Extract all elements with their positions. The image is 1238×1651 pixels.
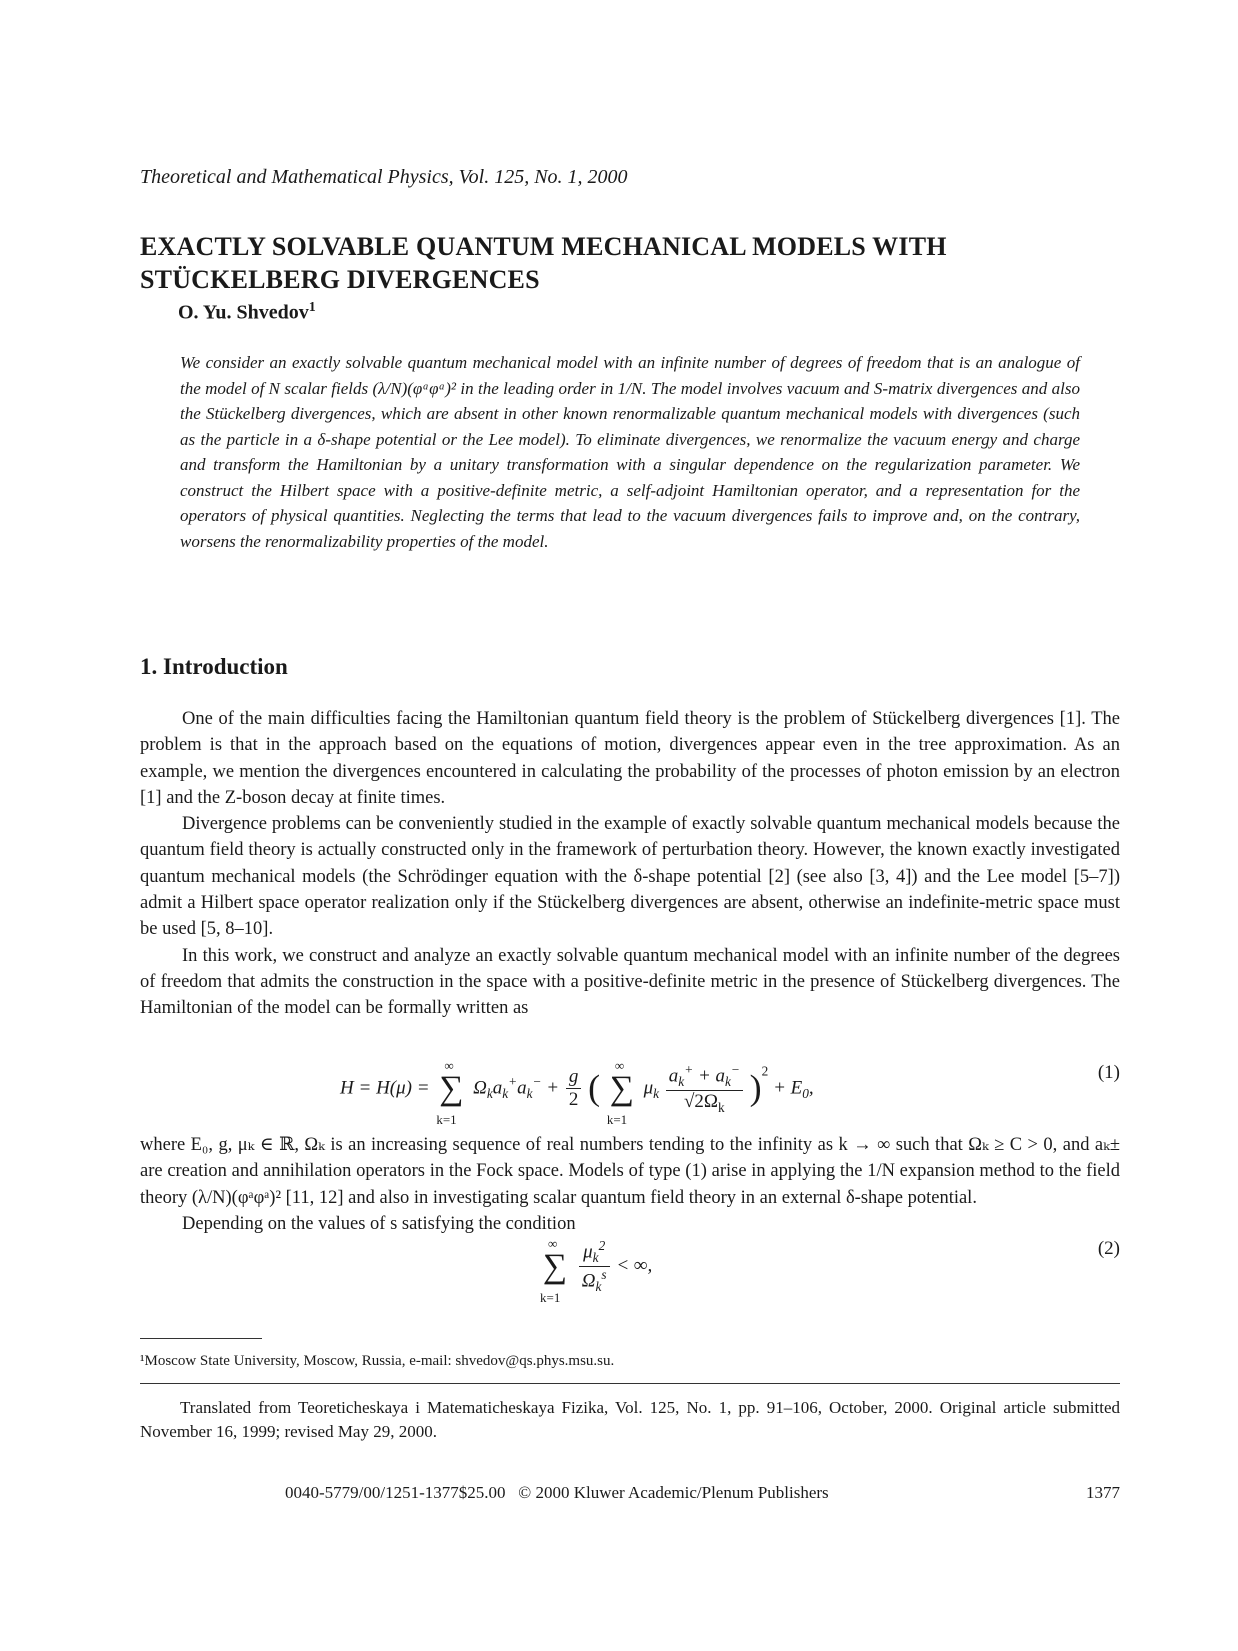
abstract: We consider an exactly solvable quantum mechanical model with an infinite number of degrees of freedom that is an analogue of the model of N scalar fields (λ/N)(φᵃφᵃ)² in the leading order in 1/N. The model involves vacuum and S-matrix divergences and also the Stückelberg divergences, which are absent in other known renormalizable quantum mechanical models with divergences (such as the particle in a δ-shape potential or the Lee model). To eliminate divergences, we renormalize the vacuum energy and charge and transform the Hamiltonian by a unitary transformation with a singular dependence on the regularization parameter. We construct the Hilbert space with a positive-definite metric, a self-adjoint Hamiltonian operator, and a representation for the operators of physical quantities. Neglecting the terms that lead to the vacuum divergences fails to improve and, on the contrary, worsens the renormalizability properties of the model.: [180, 353, 1080, 551]
translation-note: Translated from Teoreticheskaya i Matematicheskaya Fizika, Vol. 125, No. 1, pp. 91–106, October, 2000. Original article submitted November 16, 1999; revised May 29, 2000.: [140, 1398, 1120, 1441]
paragraph-1: One of the main difficulties facing the Hamiltonian quantum field theory is the problem of Stückelberg divergences [1]. The problem is that in the approach based on the equations of motion, divergences appear even in the tree approximation. As an example, we mention the divergences encountered in calculating the probability of the processes of photon emission by an electron [1] and the Z-boson decay at finite times.: [140, 709, 1120, 808]
author: [178, 300, 316, 325]
publisher-copyright: © 2000 Kluwer Academic/Plenum Publishers: [518, 1483, 829, 1502]
intro-body-continued: [140, 1132, 1120, 1237]
paper-title: [140, 230, 1120, 296]
journal-header: Theoretical and Mathematical Physics, Vol. 125, No. 1, 2000: [140, 166, 628, 188]
intro-body: [140, 706, 1120, 1022]
article-code: 0040-5779/00/1251-1377$25.00: [285, 1483, 506, 1502]
paragraph-3: In this work, we construct and analyze an exactly solvable quantum mechanical model with an infinite number of the degrees of freedom that admits the construction in the space with a positive-definite metric in the presence of Stückelberg divergences. The Hamiltonian of the model can be formally written as: [140, 945, 1120, 1019]
equation-2-number: (2): [1097, 1238, 1120, 1259]
footnote: ¹Moscow State University, Moscow, Russia, e-mail: shvedov@qs.phys.msu.su.: [140, 1353, 615, 1369]
copyright-text: [285, 1483, 829, 1503]
equation-1-number: (1): [1097, 1062, 1120, 1083]
section-title: 1. Introduction: [140, 654, 288, 679]
paragraph-4: where E₀, g, μₖ ∈ ℝ, Ωₖ is an increasing sequence of real numbers tending to the infinity as k → ∞ such that Ωₖ ≥ C > 0, and aₖ± are creation and annihilation operators in the Fock space. Models of type (1) arise in applying the 1/N expansion method to the field theory (λ/N)(φᵃφᵃ)² [11, 12] and also in investigating scalar quantum field theory in an external δ-shape potential.: [140, 1135, 1120, 1208]
page-number: 1377: [1086, 1483, 1120, 1502]
title-line-2: STÜCKELBERG DIVERGENCES: [140, 265, 540, 294]
equation-2-expression: ∞ ∑ k=1 $\frac{\mu_k^2}{\Omega_k^s}$ < ∞,: [540, 1235, 653, 1305]
paragraph-5: Depending on the values of s satisfying the condition: [182, 1213, 576, 1234]
bottom-rule: [140, 1383, 1120, 1384]
author-footnote-mark: 1: [308, 300, 316, 315]
author-name: O. Yu. Shvedov: [178, 301, 309, 324]
footnote-rule: [140, 1338, 262, 1339]
title-line-1: EXACTLY SOLVABLE QUANTUM MECHANICAL MODELS WITH: [140, 232, 947, 261]
equation-1: [140, 1052, 1120, 1132]
paragraph-2: Divergence problems can be conveniently studied in the example of exactly solvable quantum mechanical models because the quantum field theory is actually constructed only in the framework of perturbation theory. However, the known exactly investigated quantum mechanical models (the Schrödinger equation with the δ-shape potential [2] (see also [3, 4]) and the Lee model [5–7]) admit a Hilbert space operator realization only if the Stückelberg divergences are absent, otherwise an indefinite-metric space must be used [5, 8–10].: [140, 814, 1120, 940]
equation-2: [140, 1235, 1120, 1354]
equation-1-expression: H = H(μ) = ∞ ∑ k=1 $\Omega_ka_k^+a_k^-$ + $\frac{g}{2}$ ( ∞ ∑ k=1 $\mu_k$ $\frac{a_k^+ + a_k^-}{√2\Omega_k}$ )$^2 + E_0$,: [340, 1058, 814, 1128]
